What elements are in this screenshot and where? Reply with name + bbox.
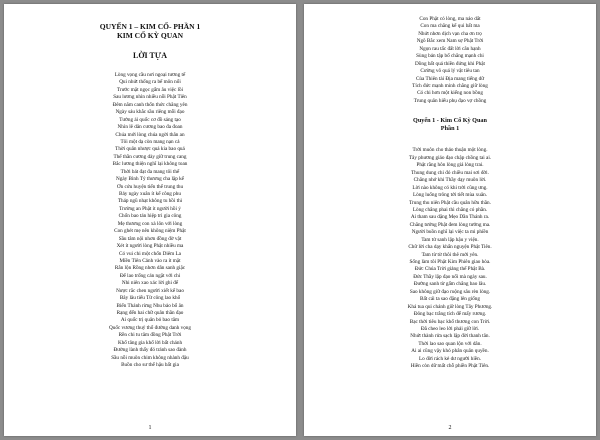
verse-line: Ơn cứu huyện tiến thể trung thu [116,183,184,190]
verse-line: Có vui chi một chốn Diêm La [119,250,181,257]
preface-heading: LỜI TỰA [132,51,167,60]
verse-line: Chẳng tưởng Phật đem lòng tưởng ma. [409,221,491,228]
verse-line: Thời lao sao quan lộn với dân. [418,340,482,347]
verse-line: Tôi một dạ còn mang nạn cả [120,138,180,145]
verse-line: Chữ lời cha dạy khẩn nguyện Phật Tiên. [408,244,492,251]
verse-line: Lời nào không có khi trời cũng ưng. [412,184,488,191]
verse-line: Rạng đến hai chữ quân thần đạo [116,310,184,316]
verse-line: Sầu tâm nội nhơn đồng đờ vật [118,235,182,242]
page-2 [304,4,596,436]
verse-line: Lòng vọng cầu nơi ngoại tương tế [114,72,186,78]
verse-line: Quốc vương thuỷ thổ đường danh vọng [109,324,191,331]
page-number-1: 1 [148,425,152,431]
verse-line: Ngày sáu khắc sầu riêng mỗi đạo [115,109,185,116]
verse-line: Người buồn nghĩ lại việc ta mi phiền [411,229,489,236]
verse-line: Trung thu niên Phật cầu quân hữu thần. [409,199,491,206]
verse-line: Bạc thời tiêu bạc khổ thương con Trời. [409,318,491,325]
verse-line: Cường vô quá lý vật tiêu tan [420,68,480,75]
verse-line: Buồn cho sư thể hậu bất gia [121,362,179,369]
verse-line: Nhứt thành rửa sạch lập đời thanh tân. [410,333,490,340]
verse-line: Nược rắc chen người xiết kể bao [116,287,184,294]
verse-line: Con Phật có lòng, ma náo dắt [419,16,481,22]
verse-line: Tích đức mạnh minh chẳng giữ lòng [412,82,488,89]
verse-line: Đường lành thấy đó tránh sao đành [113,347,187,354]
verse-line: Rền chi tu tâm đồng Phật Trời [118,332,182,339]
verse-line: Nhìn lê dân cương bao đa đoan [117,124,183,131]
verse-line: Nhi niên xao xác lời ghi để [121,280,179,287]
verse-line: Ngọn rau tấc đất lời căn hạnh [419,45,481,52]
verse-line: Trường an Phật ít người hồi ý [119,205,181,212]
verse-line: Phật rằng hôn lòng giá lòng trai. [416,162,484,169]
verse-line: Thời quân nhược quá kia bao quá [115,146,185,153]
verse-line: Hiền còn dữ mất chỗ phiền Phật Tiên. [410,363,490,370]
verse-line: Bảy ngày xuân ít kể công phu [119,191,181,197]
verse-line: Lòng chẳng phai thì chẳng có phần. [412,206,488,213]
verse-line: Có chi hơn một kiếng non bồng [417,90,483,97]
page-1 [4,4,296,436]
verse-line: Sùng bản tập bố chẳng mạnh chi [416,53,484,60]
section-title [318,117,582,132]
verse-line: Bất cái ta sao đặng lên giống [420,296,480,303]
verse-line: Tam từ từ thôi thê mới yên. [421,251,479,258]
verse-line: Đã cheo leo lời phải giữ lời. [420,325,480,332]
verse-line: Bây lâu tiểu Từ công lao khổ [119,295,181,302]
page-number-2: 2 [448,425,452,431]
page-2-verse-block-bottom [318,147,582,370]
verse-line: Khá tua qui chánh giữ lòng Tây Phương. [407,303,493,310]
verse-line: Bắc lương thiện nghĩ lại không toan [112,161,188,168]
verse-line: Trung quân hiếu phụ đạo vợ chồng [413,97,487,104]
verse-line: Sau lương nhìn nhiều nỗi Phật Tiên [113,94,187,101]
verse-line: Tưởng ái quốc cơ đồ sáng tạo [119,116,181,123]
page-2-verse-block-top [318,16,582,105]
verse-line: Đường sanh từ gấm chẳng bao lâu. [413,281,487,288]
book-title-line1: QUYỂN 1 – KIM CỔ- PHẦN 1 [99,22,201,31]
verse-line: Khổ tâng gia khổ lời bất chánh [117,339,183,346]
verse-line: Miền Tiên Cảnh vào ra ít mặt [119,257,181,264]
verse-line: Sao không giữ đạo ruộng sâu rèn lòng. [409,288,491,295]
verse-line: Chốn bao tán hiệp tri gia công [118,213,182,220]
verse-line: Ngô Bắc xem Nam sợ Phật Trời [416,38,484,45]
verse-line: Con ghét mẹ nên không niệm Phật [114,228,186,235]
verse-line: Sống làm tôi Phật Kim Phiên giao hòa. [409,259,491,265]
verse-line: Xét ít người lòng Phật nhiều ma [116,243,184,250]
page-1-verse-block [18,72,282,370]
verse-line: Ai tham sau dặng Mẹo Dần Thánh ra. [410,214,490,221]
verse-line: Ai ai cũng vậy khó phân quân quyền. [411,348,489,355]
verse-line: Biển Thánh rừng Nhu bảo bổ ân [116,302,184,309]
verse-line: Đông bạc trắng tích để mấy rương. [413,311,487,318]
verse-line: Ngày Bình Tỷ thương cha lập kế [116,176,184,183]
verse-line: Thế thần cương dày giữ trung cang [113,153,187,160]
verse-line: Chúa mới lòng chúa ngời thân an [115,131,185,138]
page-1-content [18,22,282,370]
verse-line: Đức Thầy lập đạo nổi mà ngày sau. [413,273,487,280]
verse-line: Nhứt nhơn dịch vạn cha ơn trọ [418,30,482,37]
verse-line: Tháp ngũ nhạt không tu hồi thì [117,198,183,205]
verse-line: Chẳng nhớ khi Thầy dạy muôn lời. [413,177,487,184]
section-title-line2: Phần 1 [440,124,460,132]
verse-line: Thời bát đạt đa mang tôi thể [120,168,180,175]
verse-line: Của Thiên tài Địa mang tiếng dữ [415,75,485,82]
verse-line: Qui nhứt thống ra bế môn nổi [119,79,181,86]
verse-line: Để lao trống cán ngặt với chi [119,272,181,279]
verse-line: Trước mặt ngọc gẩm âu việc lồi [116,86,184,93]
verse-line: Tây phương giáo đạo chập chồng tai ai. [408,154,492,161]
verse-line: Thung dung chi đó chiều mai sơi đời. [411,169,489,176]
book-title-line2: KIM CỔ KỲ QUAN [116,31,184,40]
verse-line: Ai quốc trị quân bỏ bao tâm [120,317,180,324]
page-2-content [318,16,582,371]
section-title-line1: Quyển 1 - Kim Cổ Kỳ Quan [413,117,487,125]
verse-line: Dồng bất quá thiền đứng khi Phật [415,60,485,67]
verse-line: Đức Chúa Trời giảng thế Phật Bà. [414,266,486,273]
verse-line: Lòng luống trông tới tiết mùa xuân. [412,192,488,199]
verse-line: Sầu nỗi muôn chim không nhành đậu [111,354,189,361]
verse-line: Trời muôn cho thảo thuận một lòng. [412,147,488,154]
verse-line: Con ma chẳng kể qui bất ma [420,23,480,30]
verse-line: Rắn lộn Rồng nhơn dân sanh giặc [114,265,186,272]
verse-line: Lo đời rách kẻ dư người hiền. [419,355,481,362]
verse-line: Mẹ thương con xà lôn với lòng [117,220,183,227]
verse-line: Tam tử sanh lập hậu y viện. [421,236,479,243]
verse-line: Đêm năm canh thổn thức chăng yên [112,101,188,108]
